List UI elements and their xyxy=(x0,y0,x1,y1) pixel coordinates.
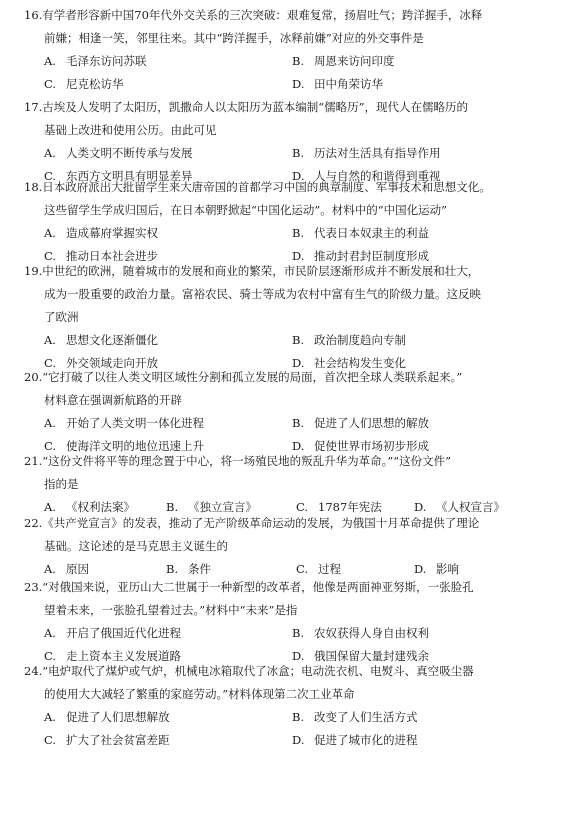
option-row xyxy=(24,412,572,435)
option-a[interactable]: A. 造成幕府掌握实权 xyxy=(44,226,158,240)
option-a[interactable]: A. 开始了人类文明一体化进程 xyxy=(44,416,204,430)
option-row xyxy=(24,142,572,165)
option-b[interactable]: B. 促进了人们思想的解放 xyxy=(292,416,429,430)
option-b[interactable]: B. 政治制度趋向专制 xyxy=(292,333,406,347)
question-text: 成为一股重要的政治力量。富裕农民、骑士等成为农村中富有生气的阶级力量。这反映 xyxy=(44,287,481,301)
question-number: 21. xyxy=(24,454,43,468)
option-a[interactable]: A. 开启了俄国近代化进程 xyxy=(44,626,181,640)
question-number: 22. xyxy=(24,516,43,530)
question-text: 指的是 xyxy=(44,477,79,491)
option-row xyxy=(24,50,572,73)
option-row xyxy=(24,729,572,752)
question-text: 《共产党宣言》的发表，推动了无产阶级革命运动的发展，为俄国十月革命提供了理论 xyxy=(42,516,480,530)
question-18 xyxy=(24,176,572,268)
question-20 xyxy=(24,366,572,458)
question-text: 古埃及人发明了太阳历，凯撒命人以太阳历为蓝本编制“儒略历”，现代人在儒略历的 xyxy=(42,100,469,114)
question-24 xyxy=(24,660,572,752)
question-text: 基础。这论述的是马克思主义诞生的 xyxy=(44,539,228,553)
option-row xyxy=(24,73,572,96)
option-d[interactable]: D. 促使世界市场初步形成 xyxy=(292,439,429,453)
question-22 xyxy=(24,512,572,581)
option-b[interactable]: B. 《独立宣言》 xyxy=(166,500,257,514)
option-d[interactable]: D. 田中角荣访华 xyxy=(292,77,383,91)
option-c[interactable]: C. 使海洋文明的地位迅速上升 xyxy=(44,439,204,453)
option-c[interactable]: C. 过程 xyxy=(296,562,341,576)
option-d[interactable]: D. 促进了城市化的进程 xyxy=(292,733,418,747)
question-text: 中世纪的欧洲，随着城市的发展和商业的繁荣，市民阶层逐渐形成并不断发展和壮大， xyxy=(42,264,480,278)
option-a[interactable]: A. 原因 xyxy=(44,562,89,576)
question-text: 的使用大大减轻了繁重的家庭劳动。”材料体现第二次工业革命 xyxy=(44,687,355,701)
question-text: 有学者形容新中国70年代外交关系的三次突破：艰难复常，扬眉吐气；跨洋握手，冰释 xyxy=(42,8,483,22)
option-c[interactable]: C. 走上资本主义发展道路 xyxy=(44,649,181,663)
question-text: “它打破了以往人类文明区域性分割和孤立发展的局面，首次把全球人类联系起来。” xyxy=(42,370,463,384)
option-b[interactable]: B. 农奴获得人身自由权利 xyxy=(292,626,429,640)
option-row xyxy=(24,622,572,645)
question-number: 23. xyxy=(24,580,43,594)
option-c[interactable]: C. 外交领域走向开放 xyxy=(44,356,158,370)
option-row xyxy=(24,329,572,352)
question-number: 19. xyxy=(24,264,43,278)
question-17 xyxy=(24,96,572,188)
question-text: 材料意在强调新航路的开辟 xyxy=(44,393,182,407)
option-c[interactable]: C. 东西方文明具有明显差异 xyxy=(44,169,193,183)
option-row xyxy=(24,706,572,729)
option-b[interactable]: B. 改变了人们生活方式 xyxy=(292,710,418,724)
option-c[interactable]: C. 推动日本社会进步 xyxy=(44,249,158,263)
question-number: 17. xyxy=(24,100,43,114)
option-c[interactable]: C. 尼克松访华 xyxy=(44,77,124,91)
option-d[interactable]: D. 社会结构发生变化 xyxy=(292,356,406,370)
option-c[interactable]: C. 扩大了社会贫富差距 xyxy=(44,733,170,747)
option-a[interactable]: A. 促进了人们思想解放 xyxy=(44,710,170,724)
question-16 xyxy=(24,4,572,96)
question-text: “对俄国来说，亚历山大二世属于一种新型的改革者，他像是两面神亚努斯，一张脸孔 xyxy=(42,580,474,594)
question-text: 望着未来，一张脸孔望着过去。”材料中“未来”是指 xyxy=(44,603,298,617)
option-d[interactable]: D. 俄国保留大量封建残余 xyxy=(292,649,429,663)
question-text: 这些留学生学成归国后，在日本朝野掀起“中国化运动”。材料中的“中国化运动” xyxy=(44,203,448,217)
option-d[interactable]: D. 人与自然的和谐得到重视 xyxy=(292,169,441,183)
option-d[interactable]: D. 影响 xyxy=(414,562,459,576)
question-text: 日本政府派出大批留学生来大唐帝国的首都学习中国的典章制度、军事技术和思想文化。 xyxy=(42,180,491,194)
option-d[interactable]: D. 《人权宣言》 xyxy=(414,500,505,514)
option-row xyxy=(24,222,572,245)
question-number: 20. xyxy=(24,370,43,384)
question-number: 18. xyxy=(24,180,43,194)
option-b[interactable]: B. 条件 xyxy=(166,562,211,576)
question-text: 基础上改进和使用公历。由此可见 xyxy=(44,123,217,137)
option-a[interactable]: A. 人类文明不断传承与发展 xyxy=(44,146,193,160)
question-number: 16. xyxy=(24,8,43,22)
question-21 xyxy=(24,450,572,519)
option-a[interactable]: A. 思想文化逐渐僵化 xyxy=(44,333,158,347)
option-c[interactable]: C. 1787年宪法 xyxy=(296,500,382,514)
question-text: 了欧洲 xyxy=(44,310,79,324)
question-text: 前嫌；相逢一笑，邻里往来。其中“跨洋握手，冰释前嫌”对应的外交事件是 xyxy=(44,31,424,45)
question-text: “这份文件将平等的理念置于中心，将一场殖民地的叛乱升华为革命。”“这份文件” xyxy=(42,454,452,468)
option-b[interactable]: B. 代表日本奴隶主的利益 xyxy=(292,226,429,240)
option-b[interactable]: B. 周恩来访问印度 xyxy=(292,54,395,68)
option-b[interactable]: B. 历法对生活具有指导作用 xyxy=(292,146,441,160)
question-text: “电炉取代了煤炉或气炉，机械电冰箱取代了冰盒；电动洗衣机、电熨斗、真空吸尘器 xyxy=(42,664,474,678)
option-a[interactable]: A. 毛泽东访问苏联 xyxy=(44,54,147,68)
option-d[interactable]: D. 推动封君封臣制度形成 xyxy=(292,249,429,263)
question-19 xyxy=(24,260,572,375)
question-number: 24. xyxy=(24,664,43,678)
question-23 xyxy=(24,576,572,668)
option-a[interactable]: A. 《权利法案》 xyxy=(44,500,135,514)
